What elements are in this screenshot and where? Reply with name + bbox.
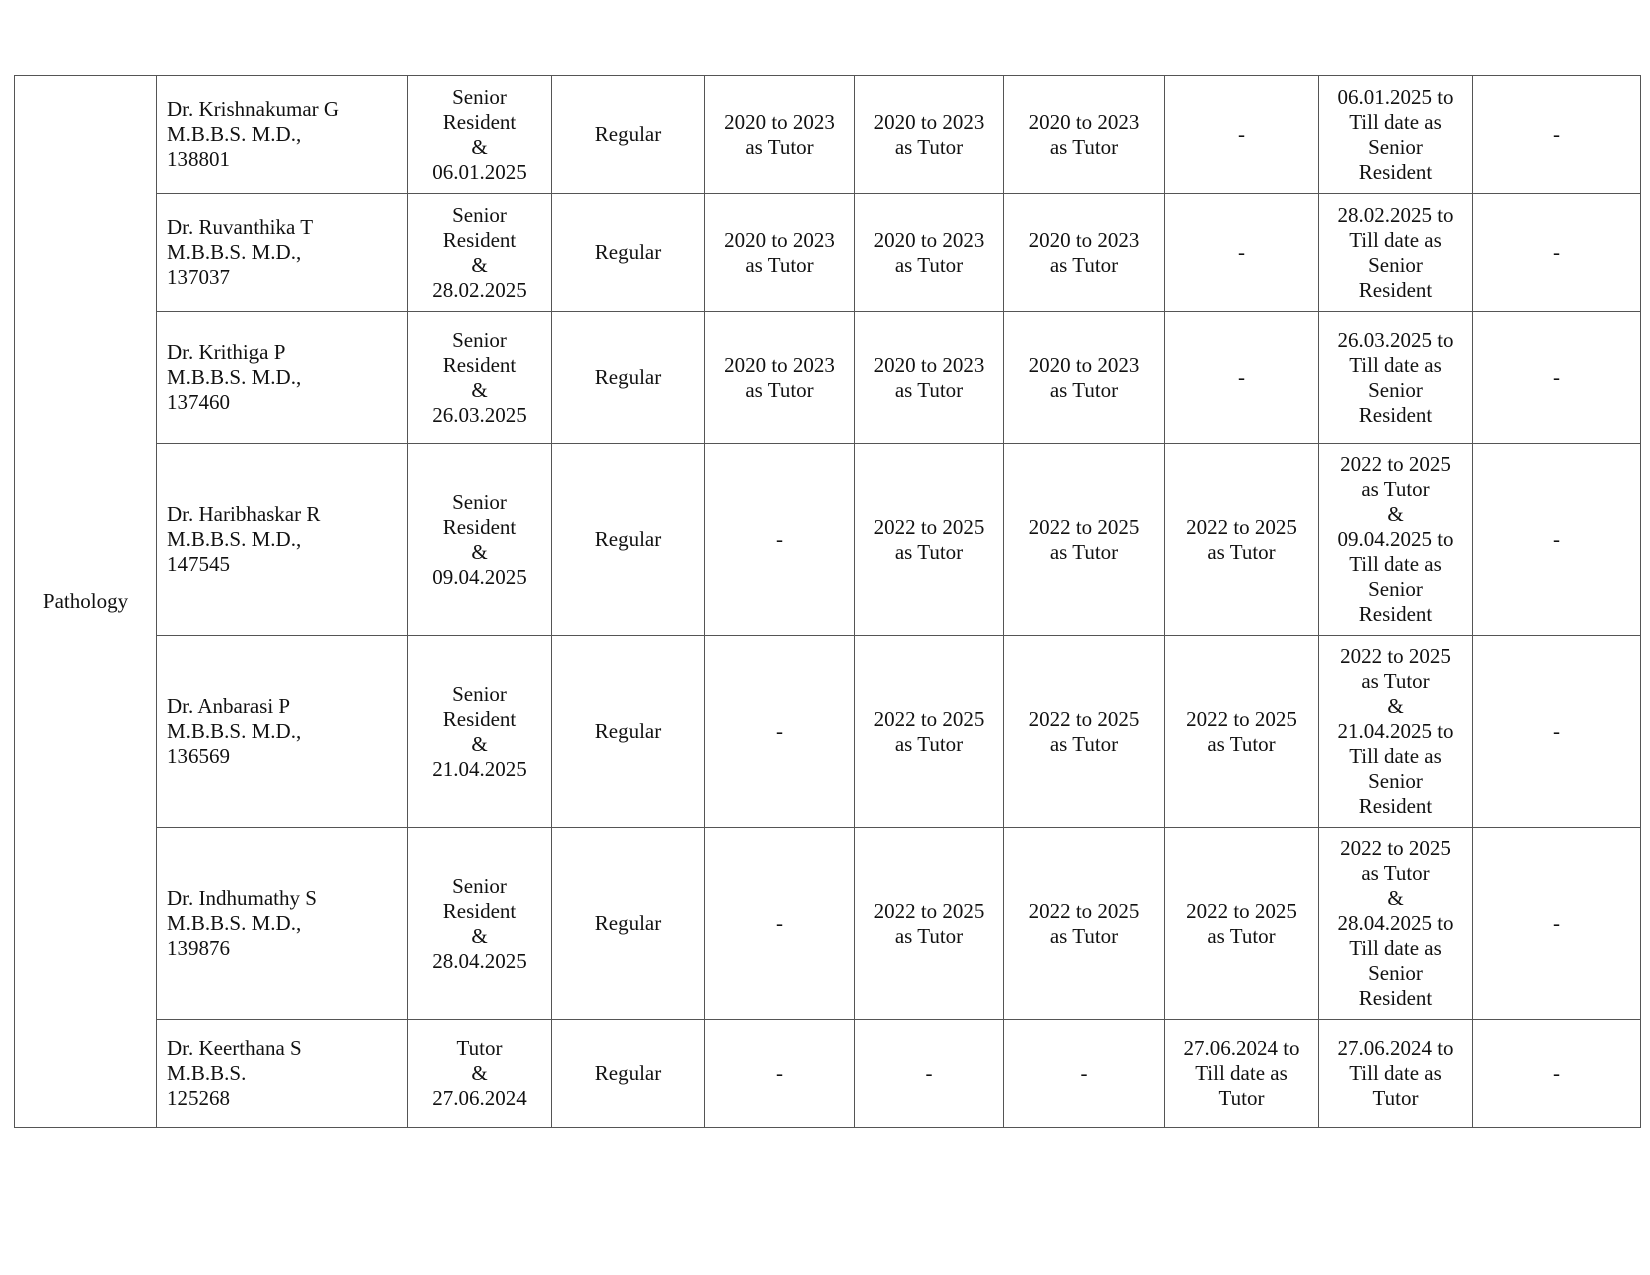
cell-line: Resident	[1358, 986, 1433, 1010]
cell-line: Resident	[442, 352, 517, 377]
experience-cell-c2	[855, 194, 1004, 312]
faculty-name-cell	[157, 194, 408, 312]
experience-cell-c2	[855, 444, 1004, 636]
table-row	[15, 636, 1641, 828]
cell-line: Resident	[1358, 402, 1433, 427]
experience-cell-c2	[855, 76, 1004, 194]
cell-line: Resident	[442, 227, 517, 252]
experience-cell-c1	[705, 312, 855, 444]
cell-line: 06.01.2025 to	[1337, 84, 1454, 109]
cell-line: 27.06.2024 to	[1183, 1036, 1300, 1060]
cell-line: Senior	[452, 202, 507, 227]
faculty-name-cell	[157, 1020, 408, 1128]
faculty-name: Dr. Anbarasi P	[167, 694, 291, 718]
designation-cell	[408, 76, 552, 194]
cell-line: 28.02.2025 to	[1337, 202, 1454, 227]
cell-line: -	[1238, 365, 1245, 389]
cell-line: as Tutor	[894, 252, 964, 277]
cell-line: as Tutor	[1049, 923, 1119, 948]
faculty-qualification: M.B.B.S. M.D.,	[167, 719, 302, 743]
cell-line: Till date as	[1349, 936, 1442, 960]
faculty-name-cell	[157, 828, 408, 1020]
cell-line: as Tutor	[1207, 539, 1276, 564]
remarks-cell: -	[1473, 194, 1641, 312]
cell-line: 21.04.2025	[432, 756, 527, 781]
cell-line: Senior	[452, 489, 507, 514]
cell-line: as Tutor	[1049, 377, 1119, 402]
cell-line: as Tutor	[1049, 134, 1119, 159]
cell-line: 28.04.2025	[432, 948, 527, 973]
experience-cell-c5	[1319, 312, 1473, 444]
cell-line: 2022 to 2025	[1340, 452, 1451, 476]
table-row	[15, 312, 1641, 444]
cell-line: 21.04.2025 to	[1337, 719, 1454, 743]
faculty-name: Dr. Haribhaskar R	[167, 502, 321, 526]
cell-line: &	[471, 252, 488, 277]
faculty-table	[14, 75, 1641, 1128]
faculty-qualification: M.B.B.S. M.D.,	[167, 365, 302, 389]
cell-line: &	[1387, 694, 1404, 718]
cell-line: 27.06.2024 to	[1337, 1036, 1454, 1060]
appointment-nature-cell: Regular	[552, 1020, 705, 1128]
remarks-cell: -	[1473, 76, 1641, 194]
remarks-cell: -	[1473, 444, 1641, 636]
cell-line: 2020 to 2023	[1028, 352, 1140, 377]
cell-line: Resident	[1358, 159, 1433, 184]
experience-cell-c1	[705, 194, 855, 312]
cell-line: as Tutor	[894, 539, 964, 564]
cell-line: as Tutor	[745, 134, 814, 159]
appointment-nature-cell: Regular	[552, 312, 705, 444]
experience-cell-c4	[1165, 312, 1319, 444]
experience-cell-c4	[1165, 636, 1319, 828]
cell-line: 2020 to 2023	[873, 352, 985, 377]
cell-line: &	[471, 1061, 488, 1085]
cell-line: as Tutor	[894, 134, 964, 159]
designation-cell	[408, 636, 552, 828]
experience-cell-c3	[1004, 312, 1165, 444]
remarks-cell: -	[1473, 312, 1641, 444]
cell-line: -	[776, 911, 783, 935]
cell-line: Senior	[452, 681, 507, 706]
cell-line: Resident	[442, 898, 517, 923]
cell-line: &	[471, 134, 488, 159]
cell-line: as Tutor	[1207, 731, 1276, 756]
cell-line: -	[776, 719, 783, 743]
faculty-name: Dr. Krithiga P	[167, 340, 286, 364]
faculty-reg-no: 137460	[167, 390, 230, 414]
cell-line: as Tutor	[1049, 731, 1119, 756]
cell-line: 26.03.2025 to	[1337, 327, 1454, 352]
cell-line: 2020 to 2023	[1028, 109, 1140, 134]
experience-cell-c1	[705, 444, 855, 636]
faculty-name-cell	[157, 312, 408, 444]
appointment-nature-cell: Regular	[552, 636, 705, 828]
faculty-qualification: M.B.B.S. M.D.,	[167, 122, 302, 146]
cell-line: Till date as	[1349, 552, 1442, 576]
experience-cell-c4	[1165, 1020, 1319, 1128]
cell-line: as Tutor	[745, 377, 814, 402]
experience-cell-c4	[1165, 76, 1319, 194]
experience-cell-c5	[1319, 444, 1473, 636]
faculty-name-cell	[157, 636, 408, 828]
faculty-name-cell	[157, 76, 408, 194]
cell-line: Till date as	[1195, 1061, 1288, 1085]
cell-line: Senior	[1368, 252, 1423, 277]
appointment-nature-cell: Regular	[552, 828, 705, 1020]
cell-line: Till date as	[1349, 744, 1442, 768]
cell-line: Senior	[452, 327, 507, 352]
experience-cell-c1	[705, 76, 855, 194]
cell-line: &	[471, 731, 488, 756]
experience-cell-c1	[705, 636, 855, 828]
experience-cell-c5	[1319, 828, 1473, 1020]
cell-line: 2022 to 2025	[1340, 644, 1451, 668]
cell-line: -	[1238, 122, 1245, 146]
faculty-name-cell	[157, 444, 408, 636]
cell-line: 2022 to 2025	[1028, 706, 1140, 731]
faculty-reg-no: 125268	[167, 1086, 230, 1110]
faculty-name: Dr. Indhumathy S	[167, 886, 317, 910]
faculty-qualification: M.B.B.S.	[167, 1061, 247, 1085]
appointment-nature-cell: Regular	[552, 194, 705, 312]
cell-line: &	[1387, 886, 1404, 910]
experience-cell-c1	[705, 1020, 855, 1128]
designation-cell	[408, 1020, 552, 1128]
remarks-cell: -	[1473, 828, 1641, 1020]
cell-line: 2020 to 2023	[724, 109, 835, 134]
cell-line: 09.04.2025	[432, 564, 527, 589]
experience-cell-c5	[1319, 76, 1473, 194]
cell-line: 2022 to 2025	[1028, 898, 1140, 923]
faculty-qualification: M.B.B.S. M.D.,	[167, 911, 302, 935]
cell-line: 26.03.2025	[432, 402, 527, 427]
cell-line: -	[925, 1061, 933, 1085]
cell-line: 2020 to 2023	[724, 227, 835, 252]
cell-line: -	[1238, 240, 1245, 264]
cell-line: Senior	[452, 84, 507, 109]
experience-cell-c5	[1319, 636, 1473, 828]
experience-cell-c2	[855, 828, 1004, 1020]
cell-line: Till date as	[1349, 109, 1442, 134]
cell-line: Till date as	[1349, 352, 1442, 377]
cell-line: -	[776, 1061, 783, 1085]
experience-cell-c4	[1165, 194, 1319, 312]
remarks-cell: -	[1473, 1020, 1641, 1128]
cell-line: as Tutor	[1049, 252, 1119, 277]
cell-line: Till date as	[1349, 227, 1442, 252]
cell-line: as Tutor	[1049, 539, 1119, 564]
cell-line: Senior	[452, 873, 507, 898]
cell-line: Tutor	[1218, 1086, 1265, 1110]
cell-line: 2020 to 2023	[873, 227, 985, 252]
cell-line: as Tutor	[1361, 861, 1430, 885]
cell-line: 2022 to 2025	[1186, 898, 1297, 923]
table-body	[15, 76, 1641, 1128]
cell-line: 2020 to 2023	[1028, 227, 1140, 252]
experience-cell-c3	[1004, 1020, 1165, 1128]
cell-line: 2020 to 2023	[724, 352, 835, 377]
cell-line: as Tutor	[1361, 669, 1430, 693]
cell-line: Senior	[1368, 377, 1423, 402]
cell-line: Resident	[1358, 794, 1433, 818]
cell-line: Senior	[1368, 769, 1423, 793]
faculty-reg-no: 137037	[167, 265, 230, 289]
faculty-qualification: M.B.B.S. M.D.,	[167, 527, 302, 551]
experience-cell-c3	[1004, 636, 1165, 828]
cell-line: &	[1387, 502, 1404, 526]
cell-line: Senior	[1368, 961, 1423, 985]
cell-line: as Tutor	[745, 252, 814, 277]
cell-line: 28.04.2025 to	[1337, 911, 1454, 935]
cell-line: 09.04.2025 to	[1337, 527, 1454, 551]
designation-cell	[408, 828, 552, 1020]
faculty-reg-no: 139876	[167, 936, 230, 960]
remarks-cell: -	[1473, 636, 1641, 828]
cell-line: 27.06.2024	[432, 1086, 527, 1110]
cell-line: as Tutor	[1361, 477, 1430, 501]
designation-cell	[408, 312, 552, 444]
cell-line: Resident	[442, 109, 517, 134]
cell-line: 06.01.2025	[432, 159, 527, 184]
table-row	[15, 194, 1641, 312]
cell-line: Tutor	[456, 1036, 503, 1060]
cell-line: Tutor	[1372, 1086, 1419, 1110]
designation-cell	[408, 194, 552, 312]
faculty-reg-no: 136569	[167, 744, 230, 768]
table-row	[15, 444, 1641, 636]
experience-cell-c5	[1319, 194, 1473, 312]
cell-line: Till date as	[1349, 1061, 1442, 1085]
experience-cell-c2	[855, 312, 1004, 444]
cell-line: Resident	[1358, 602, 1433, 626]
cell-line: Senior	[1368, 134, 1423, 159]
cell-line: &	[471, 923, 488, 948]
experience-cell-c4	[1165, 828, 1319, 1020]
cell-line: as Tutor	[894, 377, 964, 402]
cell-line: &	[471, 377, 488, 402]
cell-line: -	[1080, 1061, 1088, 1085]
experience-cell-c2	[855, 1020, 1004, 1128]
experience-cell-c3	[1004, 76, 1165, 194]
faculty-name: Dr. Ruvanthika T	[167, 215, 314, 239]
cell-line: 2022 to 2025	[1340, 836, 1451, 860]
department-cell: Pathology	[15, 76, 157, 1128]
appointment-nature-cell: Regular	[552, 76, 705, 194]
experience-cell-c1	[705, 828, 855, 1020]
table-row	[15, 76, 1641, 194]
cell-line: -	[776, 527, 783, 551]
faculty-reg-no: 147545	[167, 552, 230, 576]
faculty-qualification: M.B.B.S. M.D.,	[167, 240, 302, 264]
cell-line: 2020 to 2023	[873, 109, 985, 134]
faculty-name: Dr. Krishnakumar G	[167, 97, 340, 121]
cell-line: as Tutor	[1207, 923, 1276, 948]
cell-line: 28.02.2025	[432, 277, 527, 302]
table-row	[15, 828, 1641, 1020]
cell-line: 2022 to 2025	[873, 706, 985, 731]
cell-line: as Tutor	[894, 731, 964, 756]
appointment-nature-cell: Regular	[552, 444, 705, 636]
cell-line: 2022 to 2025	[1028, 514, 1140, 539]
faculty-reg-no: 138801	[167, 147, 230, 171]
experience-cell-c4	[1165, 444, 1319, 636]
experience-cell-c2	[855, 636, 1004, 828]
cell-line: Senior	[1368, 577, 1423, 601]
cell-line: as Tutor	[894, 923, 964, 948]
cell-line: 2022 to 2025	[1186, 514, 1297, 539]
cell-line: Resident	[442, 706, 517, 731]
cell-line: Resident	[442, 514, 517, 539]
cell-line: &	[471, 539, 488, 564]
cell-line: 2022 to 2025	[873, 898, 985, 923]
experience-cell-c3	[1004, 194, 1165, 312]
experience-cell-c3	[1004, 444, 1165, 636]
experience-cell-c5	[1319, 1020, 1473, 1128]
designation-cell	[408, 444, 552, 636]
experience-cell-c3	[1004, 828, 1165, 1020]
faculty-name: Dr. Keerthana S	[167, 1036, 302, 1060]
cell-line: Resident	[1358, 277, 1433, 302]
cell-line: 2022 to 2025	[873, 514, 985, 539]
table-row	[15, 1020, 1641, 1128]
cell-line: 2022 to 2025	[1186, 706, 1297, 731]
